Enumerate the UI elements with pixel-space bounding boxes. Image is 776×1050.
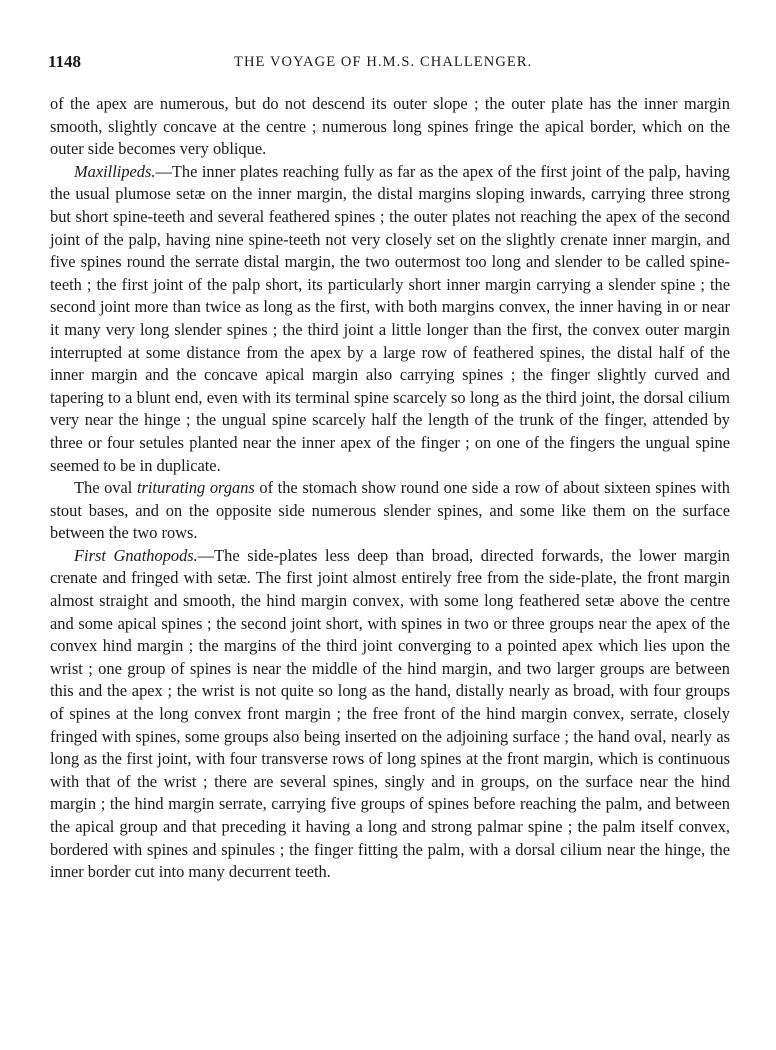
paragraph-text-before: The oval xyxy=(74,478,137,498)
page-header xyxy=(48,52,732,76)
section-heading-first-gnathopods: First Gnathopods. xyxy=(74,545,198,565)
paragraph-first-gnathopods xyxy=(50,545,730,884)
body-text xyxy=(50,93,730,884)
paragraph-text: —The side-plates less deep than broad, directed forwards, the lower margin crenate and fringed with setæ. The first joint almost entirely free from the side-plate, the front margin almost straight and smooth, the hind margin convex, with some long feathered setæ above the centre and some apical spines ; the second joint short, with spines in two or three groups near the apex of the convex hind margin ; the margins of the third joint converging to a pointed apex which lies upon the wrist ; one group of spines is near the middle of the hind margin, and two larger groups are between this and the apex ; the wrist is not quite so long as the hand, distally nearly as broad, with four groups of spines at the long convex front margin ; the free front of the hind margin convex, serrate, closely fringed with spines, some groups also being inserted on the adjoining surface ; the hand oval, nearly as long as the first joint, with four transverse rows of long spines at the front margin, which is continuous with that of the wrist ; there are several spines, singly and in groups, on the surface near the hind margin ; the hind margin serrate, carrying five groups of spines before reaching the palm, and between the apical group and that preceding it having a long and strong palmar spine ; the palm itself convex, bordered with spines and spinules ; the finger fitting the palm, with a dorsal cilium near the hinge, the inner border cut into many decurrent teeth. xyxy=(50,545,730,882)
paragraph-text-after: of the stomach show round one side a row of about sixteen spines with stout bases, and on the opposite side numerous slender spines, and some like them on the surface between the two rows. xyxy=(50,478,730,543)
page-number: 1148 xyxy=(48,52,82,71)
paragraph-text: of the apex are numerous, but do not descend its outer slope ; the outer plate has the inner margin smooth, slightly concave at the centre ; numerous long spines fringe the apical border, which on the outer side becomes very oblique. xyxy=(50,94,730,159)
paragraph-maxillipeds xyxy=(50,161,730,477)
section-heading-maxillipeds: Maxillipeds. xyxy=(74,161,156,181)
italic-term-triturating-organs: triturating organs xyxy=(136,478,255,498)
running-title: THE VOYAGE OF H.M.S. CHALLENGER. xyxy=(234,54,533,70)
paragraph-triturating-organs xyxy=(50,477,730,545)
paragraph-maxillae-continued xyxy=(50,93,730,161)
paragraph-text: —The inner plates reaching fully as far as the apex of the first joint of the palp, having the usual plumose setæ on the inner margin, the distal margins sloping inwards, carrying three strong but short spine-teeth and several feathered spines ; the outer plates not reaching the apex of the second joint of the palp, having nine spine-teeth not very closely set on the slightly crenate inner margin, and five spines round the serrate distal margin, the two outermost too long and slender to be called spine-teeth ; the first joint of the palp short, its particularly short inner margin carrying a slender spine ; the second joint more than twice as long as the first, with both margins convex, the inner having in or near it many very long slender spines ; the third joint a little longer than the first, the convex outer margin interrupted at some distance from the apex by a large row of feathered spines, the distal half of the inner margin and the concave apical margin also carrying spines ; the finger slightly curved and tapering to a blunt end, even with its terminal spine scarcely so long as the third joint, the dorsal cilium very near the hinge ; the ungual spine scarcely half the length of the trunk of the finger, attended by three or four setules planted near the inner apex of the finger ; on one of the fingers the ungual spine seemed to be in duplicate. xyxy=(50,161,730,475)
